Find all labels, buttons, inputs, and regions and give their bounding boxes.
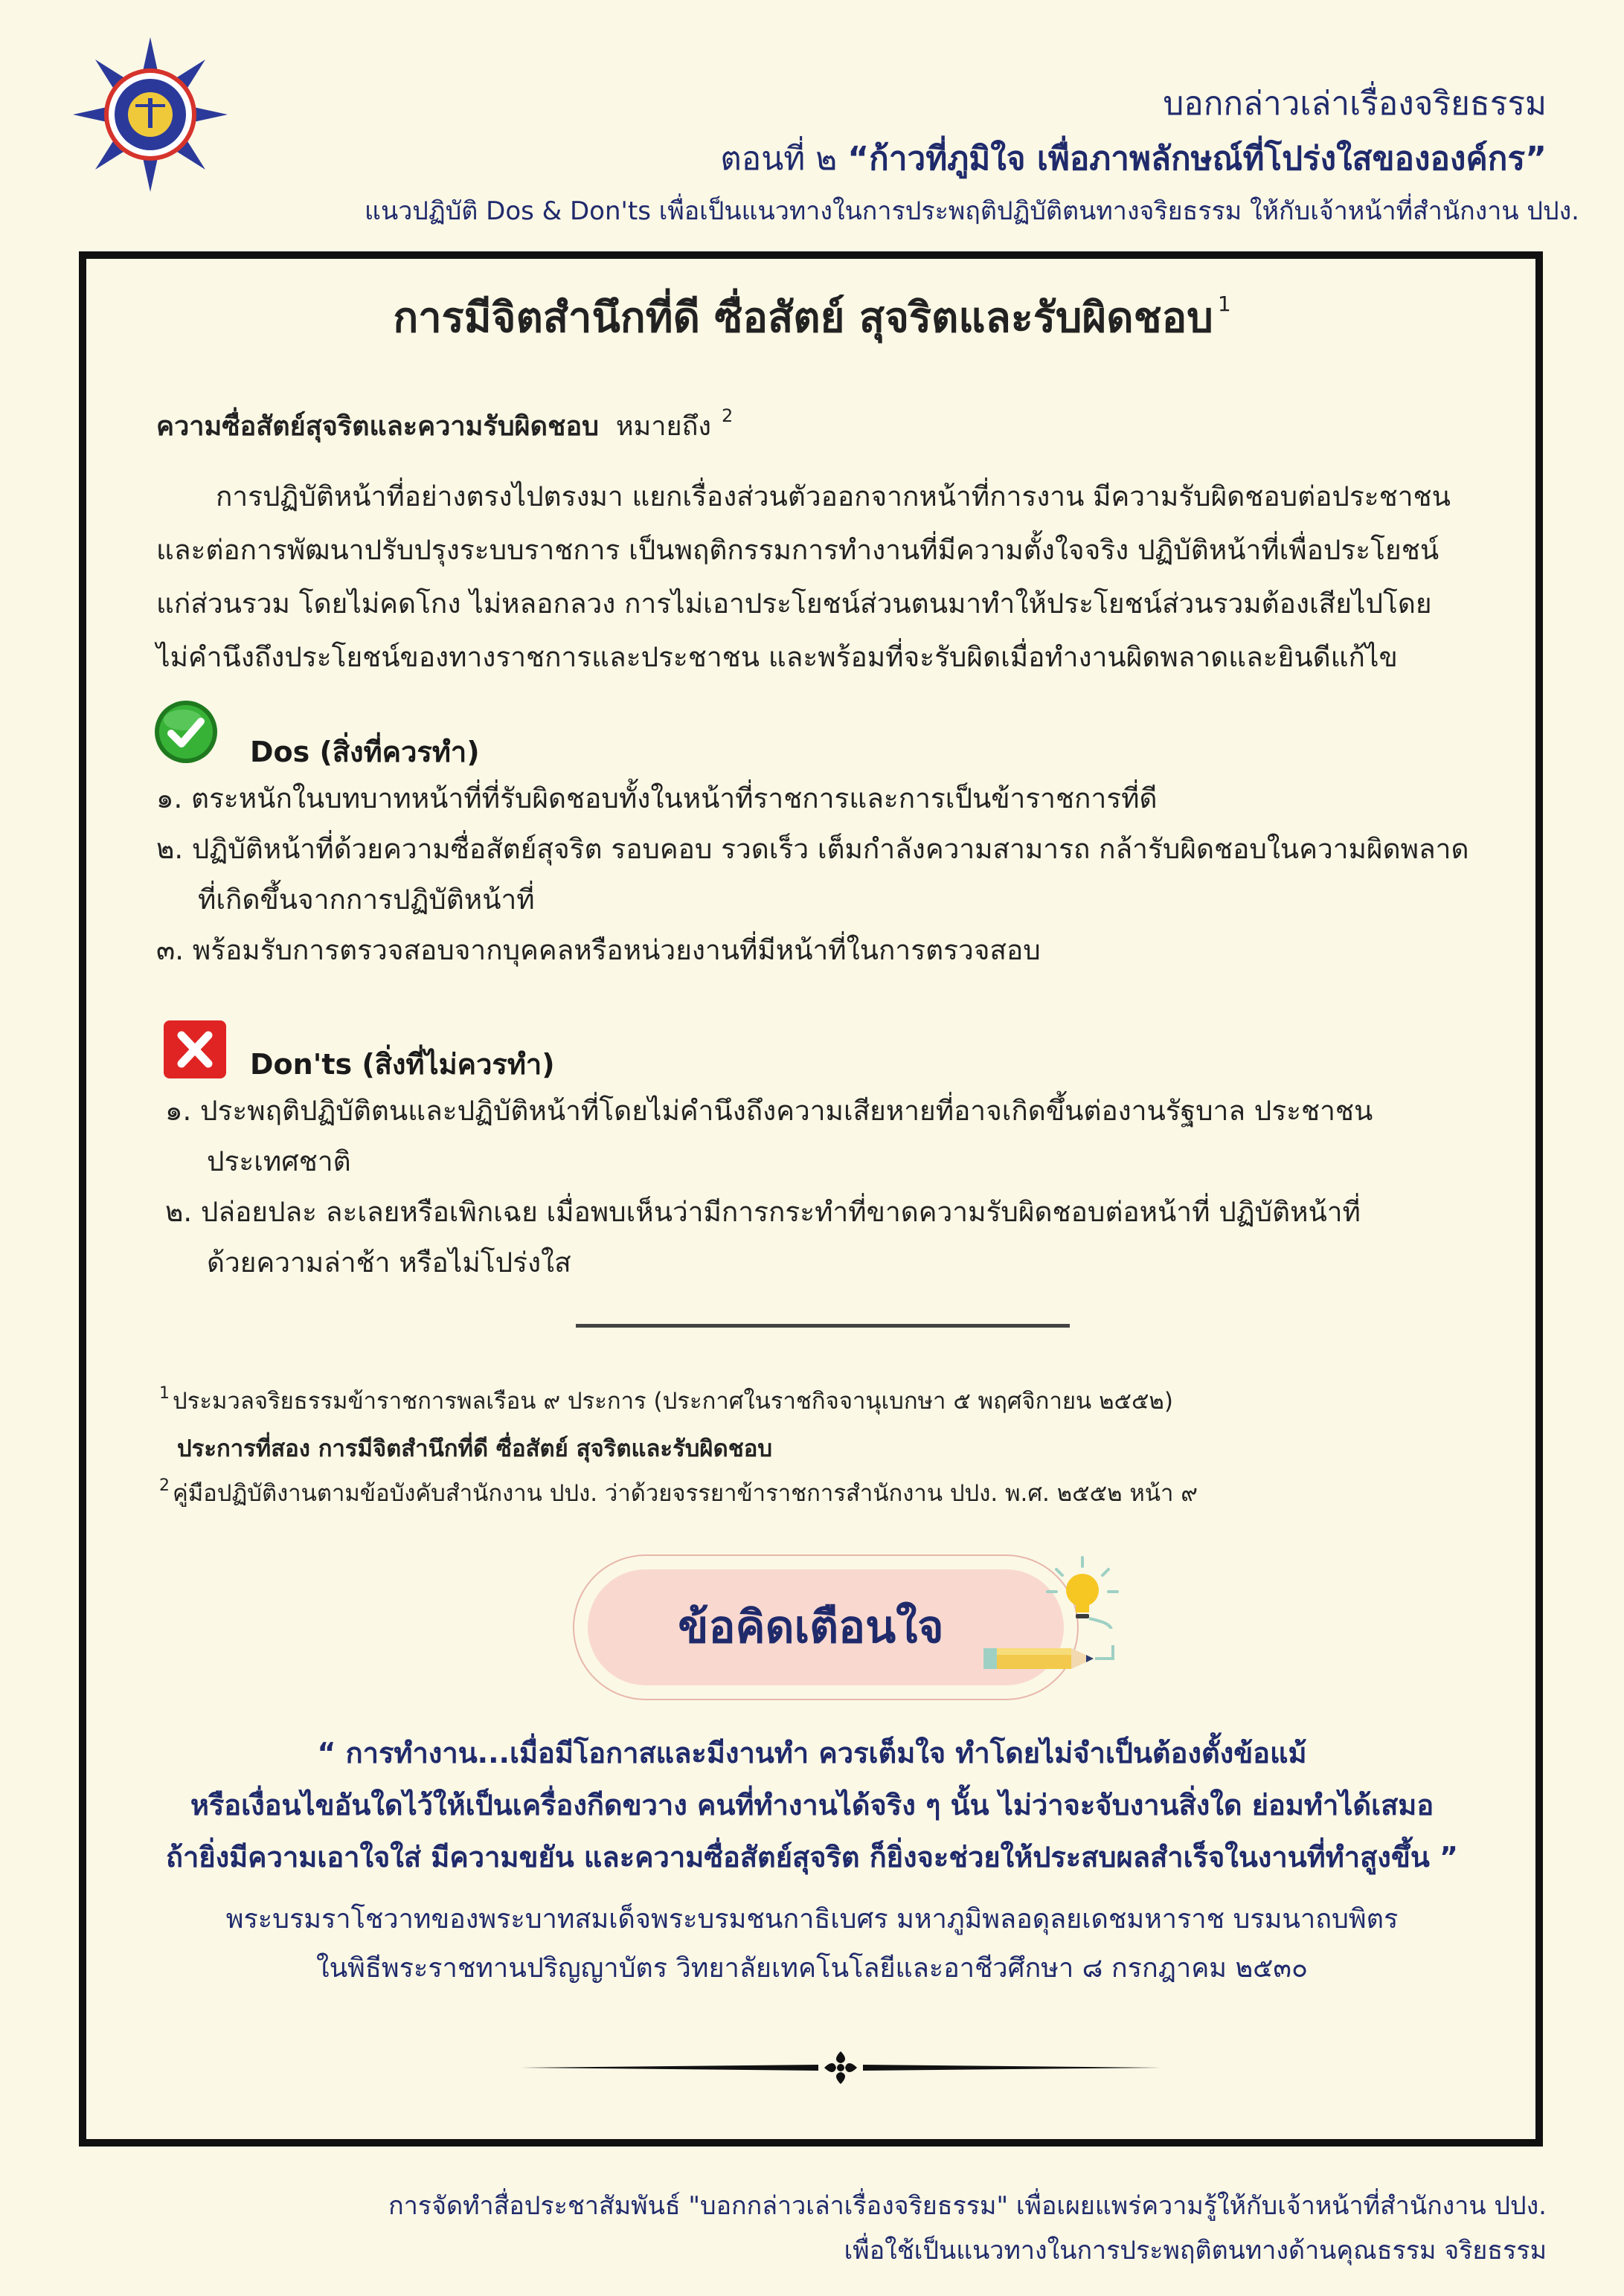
list-item-continuation: ที่เกิดขึ้นจากการปฏิบัติหน้าที่ [198,884,535,916]
footnote-1-ref: 1 [159,1384,170,1403]
main-title [0,284,1624,350]
list-item: ๑. ตระหนักในบทบาทหน้าที่ที่รับผิดชอบทั้งในหน้าที่ราชการและการเป็นข้าราชการที่ดี [156,782,1158,814]
episode-title [720,132,1547,184]
reminder-label: ข้อคิดเตือนใจ [678,1601,944,1653]
cross-icon [162,1019,228,1080]
list-item-continuation: ด้วยความล่าช้า หรือไม่โปร่งใส [207,1247,571,1279]
footnote-2-text: คู่มือปฏิบัติงานตามข้อบังคับสำนักงาน ปปง. ว่าด้วยจรรยาข้าราชการสำนักงาน ปปง. พ.ศ. ๒๕๕๒ หน้า ๙ [173,1480,1198,1507]
list-item: ๑. ประพฤติปฏิบัติตนและปฏิบัติหน้าที่โดยไม่คำนึงถึงความเสียหายที่อาจเกิดขึ้นต่องานรัฐบาล ประชาชน [165,1095,1373,1127]
footnote-1-text: ประมวลจริยธรรมข้าราชการพลเรือน ๙ ประการ (ประกาศในราชกิจจานุเบกษา ๕ พฤศจิกายน ๒๕๕๒) [173,1388,1173,1415]
paragraph-line: การปฏิบัติหน้าที่อย่างตรงไปตรงมา แยกเรื่องส่วนตัวออกจากหน้าที่การงาน มีความรับผิดชอบต่อประชาชน [216,480,1451,512]
footnote-1-bold: ประการที่สอง การมีจิตสำนึกที่ดี ซื่อสัตย์ สุจริตและรับผิดชอบ [177,1435,773,1462]
ornament-divider-icon [521,2045,1161,2090]
definition-term: ความซื่อสัตย์สุจริตและความรับผิดชอบ [156,411,599,442]
title-footnote-ref: 1 [1217,292,1231,316]
source-line: ในพิธีพระราชทานปริญญาบัตร วิทยาลัยเทคโนโลยีและอาชีวศึกษา ๘ กรกฎาคม ๒๕๓๐ [315,1953,1309,1984]
list-item: ๓. พร้อมรับการตรวจสอบจากบุคคลหรือหน่วยงานที่มีหน้าที่ในการตรวจสอบ [156,934,1041,966]
list-item: ๒. ปฏิบัติหน้าที่ด้วยความซื่อสัตย์สุจริต รอบคอบ รวดเร็ว เต็มกำลังความสามารถ กล้ารับผิดชอบในความผิดพลาด [156,833,1469,865]
main-title-text: การมีจิตสำนึกที่ดี ซื่อสัตย์ สุจริตและรับผิดชอบ [393,294,1213,342]
paragraph-line: และต่อการพัฒนาปรับปรุงระบบราชการ เป็นพฤติกรรมการทำงานที่มีความตั้งใจจริง ปฏิบัติหน้าที่เพื่อประโยชน์ [156,534,1440,566]
donts-list [165,1086,1373,1288]
episode-number: ตอนที่ ๒ [720,140,848,178]
footnote-2 [159,1474,1198,1511]
footer-line: การจัดทำสื่อประชาสัมพันธ์ "บอกกล่าวเล่าเรื่องจริยธรรม" เพื่อเผยแพร่ความรู้ให้กับเจ้าหน้าที่สำนักงาน ปปง. [388,2191,1547,2221]
lightbulb-icon [1034,1554,1131,1629]
dos-heading: Dos (สิ่งที่ควรทำ) [250,736,480,768]
footer-line: เพื่อใช้เป็นแนวทางในการประพฤติตนทางด้านคุณธรรม จริยธรรม [844,2236,1547,2266]
pencil-icon [982,1636,1116,1681]
royal-quote [0,1727,1624,1883]
definition-paragraph [156,470,1495,684]
list-item: ๒. ปล่อยปละ ละเลยหรือเพิกเฉย เมื่อพบเห็นว่ามีการกระทำที่ขาดความรับผิดชอบต่อหน้าที่ ปฏิบัติหน้าที่ [165,1196,1361,1228]
list-item-continuation: ประเทศชาติ [207,1145,351,1177]
paragraph-line: แก่ส่วนรวม โดยไม่คดโกง ไม่หลอกลวง การไม่เอาประโยชน์ส่วนตนมาทำให้ประโยชน์ส่วนรวมต้องเสียไปโดย [156,588,1432,620]
checkmark-icon [153,699,219,765]
quote-line: “ การทำงาน...เมื่อมีโอกาสและมีงานทำ ควรเต็มใจ ทำโดยไม่จำเป็นต้องตั้งข้อแม้ [317,1737,1307,1769]
footnote-2-ref: 2 [159,1476,170,1495]
definition-footnote-ref: 2 [721,405,734,426]
quote-line: หรือเงื่อนไขอันใดไว้ให้เป็นเครื่องกีดขวาง คนที่ทำงานได้จริง ๆ นั้น ไม่ว่าจะจับงานสิ่งใด ย่อมทำได้เสมอ [190,1789,1434,1821]
source-line: พระบรมราโชวาทของพระบาทสมเด็จพระบรมชนกาธิเบศร มหาภูมิพลอดุลยเดชมหาราช บรมนาถบพิตร [225,1904,1399,1935]
header-subtitle: แนวปฏิบัติ Dos & Don'ts เพื่อเป็นแนวทางในการประพฤติปฏิบัติตนทางจริยธรรม ให้กับเจ้าหน้าที่สำนักงาน ปปง. [365,196,1579,226]
quote-source [0,1895,1624,1993]
definition-means: หมายถึง [615,411,711,442]
episode-name: “ก้าวที่ภูมิใจ เพื่อภาพลักษณ์ที่โปร่งใสขององค์กร” [847,140,1547,178]
footnote-divider [576,1324,1070,1328]
definition-heading [156,405,733,447]
paragraph-line: ไม่คำนึงถึงประโยชน์ของทางราชการและประชาชน และพร้อมที่จะรับผิดเมื่อทำงานผิดพลาดและยินดีแก้ไข [156,641,1398,673]
organization-logo [71,36,229,193]
footnote-1 [159,1382,1173,1419]
donts-heading: Don'ts (สิ่งที่ไม่ควรทำ) [250,1048,555,1081]
series-title: บอกกล่าวเล่าเรื่องจริยธรรม [1163,85,1547,123]
quote-line: ถ้ายิ่งมีความเอาใจใส่ มีความขยัน และความซื่อสัตย์สุจริต ก็ยิ่งจะช่วยให้ประสบผลสำเร็จในงานที่ทำสูงขึ้น ” [165,1841,1459,1874]
dos-list [156,774,1469,976]
